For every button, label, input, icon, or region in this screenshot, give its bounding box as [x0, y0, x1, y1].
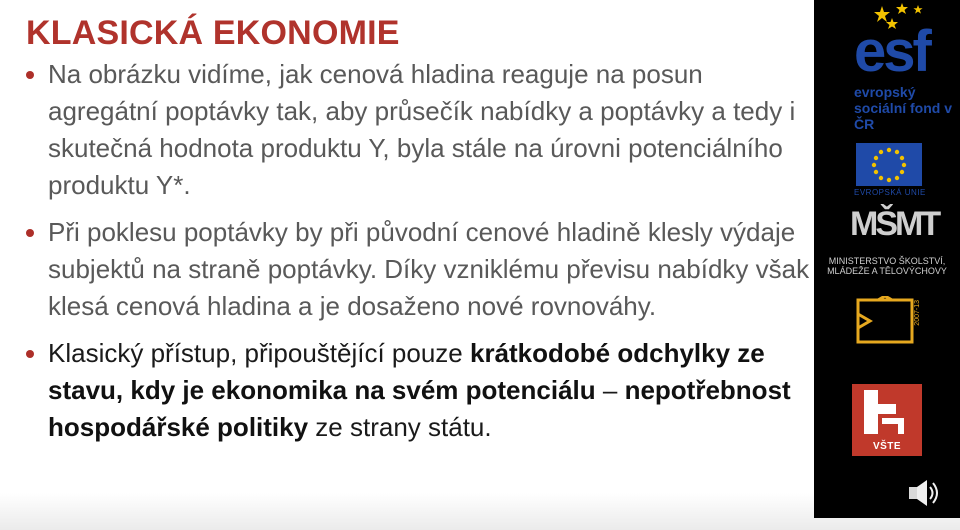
bullet-item [20, 335, 810, 446]
esf-logo: esf [854, 19, 929, 84]
slide-title: KLASICKÁ EKONOMIE [26, 14, 400, 52]
msmt-label: MINISTERSTVO ŠKOLSTVÍ, MLÁDEŽE A TĚLOVÝCHOVY [827, 256, 947, 276]
bullet-text: Při poklesu poptávky by při původní cenové hladině klesly výdaje subjektů na straně poptávky. Díky vzniklému převisu nabídky však klesá cenová hladina a je dosaženo nové rovnováhy. [48, 217, 810, 321]
bullet-text: Na obrázku vidíme, jak cenová hladina reaguje na posun agregátní poptávky tak, aby průsečík nabídky a poptávky a tedy i skutečná hodnota produktu Y, byla stále na úrovni potenciálního produktu Y*. [48, 59, 796, 200]
bullet-bold-text: nepotřebnost hospodářské politiky [48, 375, 791, 442]
eu-flag-icon [856, 143, 922, 186]
msmt-logo: MŠMT [850, 205, 939, 243]
logo-strip [814, 0, 960, 518]
vste-logo [852, 384, 922, 456]
bullet-item [20, 214, 810, 325]
vste-mark-icon [852, 384, 922, 440]
eu-label: EVROPSKÁ UNIE [854, 188, 926, 197]
bullet-bold-text: krátkodobé odchylky ze stavu, kdy je ekonomika na svém potenciálu [48, 338, 765, 405]
slide-content [20, 56, 810, 456]
speaker-icon[interactable] [906, 476, 940, 510]
op-label: 2007-13 [914, 300, 921, 326]
bullet-list [20, 56, 810, 446]
bullet-text-part: ze strany státu. [308, 412, 492, 442]
bullet-dot [26, 350, 34, 358]
bullet-dot [26, 71, 34, 79]
bullet-item [20, 56, 810, 204]
esf-subtitle: evropský sociální fond v ČR [854, 84, 953, 132]
bullet-dot [26, 229, 34, 237]
vste-label: VŠTE [872, 441, 902, 452]
op-logo-icon [854, 296, 916, 346]
bullet-text-part: – [595, 375, 625, 405]
bullet-text-part: Klasický přístup, připouštějící pouze [48, 338, 470, 368]
